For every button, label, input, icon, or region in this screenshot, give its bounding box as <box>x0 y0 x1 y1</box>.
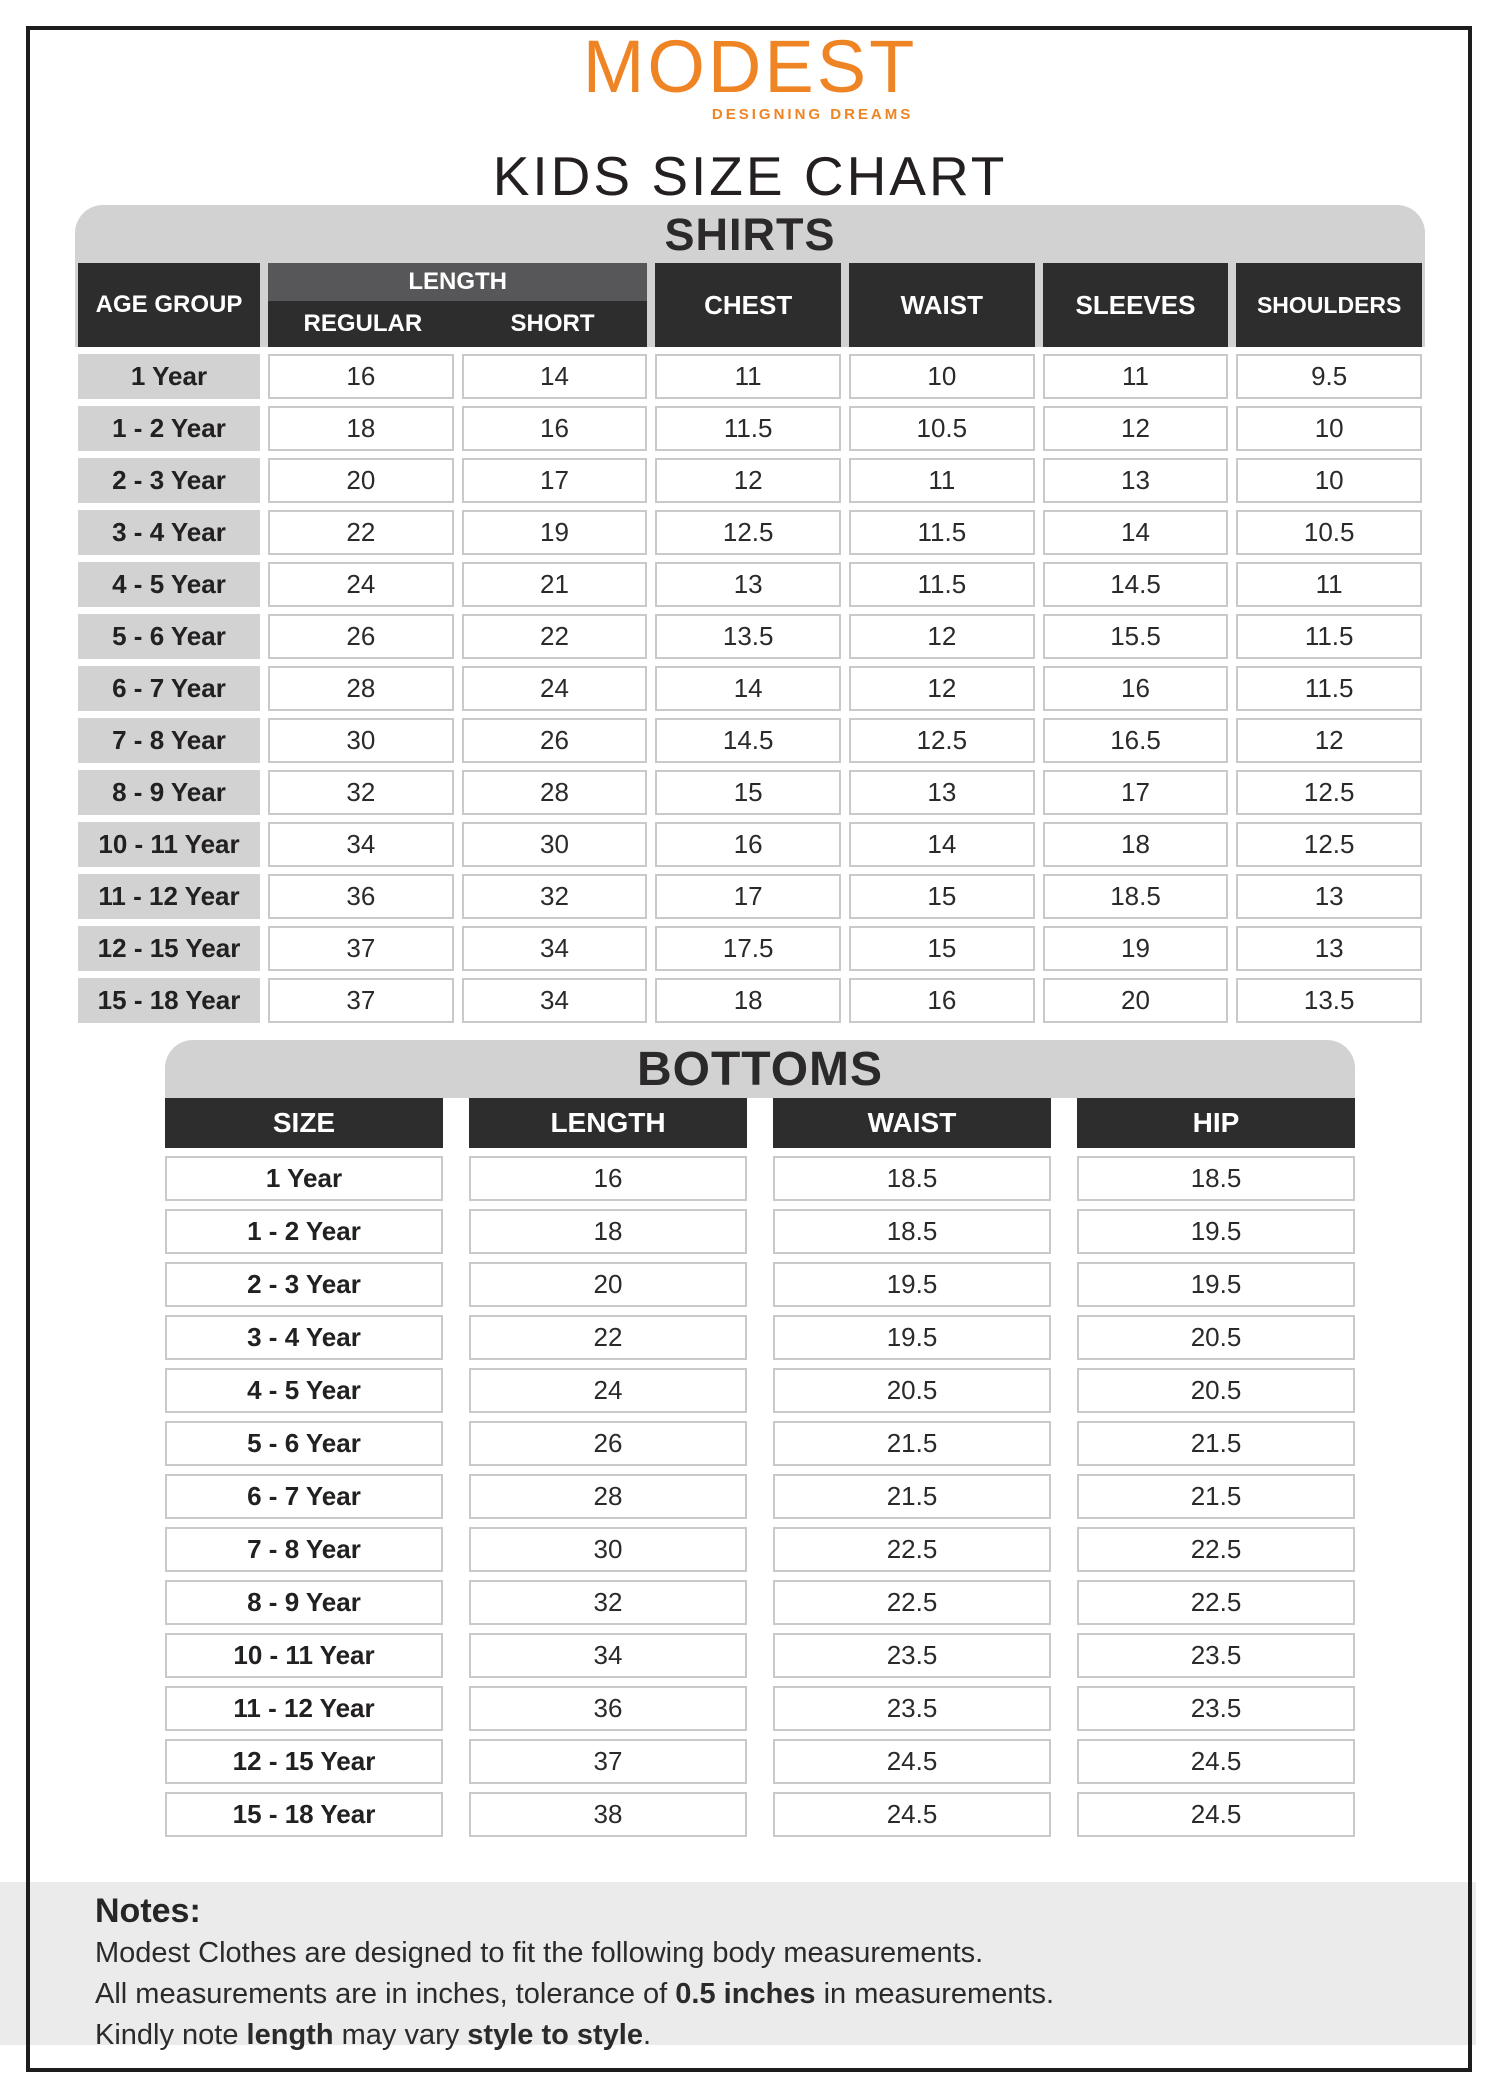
shirts-age-cell: 10 - 11 Year <box>78 822 260 867</box>
shirts-value-cell: 18 <box>655 978 841 1023</box>
shirts-value-cell: 34 <box>462 926 648 971</box>
bottoms-value-cell: 18 <box>469 1209 747 1254</box>
shirts-value-cell: 14.5 <box>1043 562 1229 607</box>
notes-title: Notes: <box>95 1892 201 1930</box>
bottoms-size-cell: 5 - 6 Year <box>165 1421 443 1466</box>
bottoms-size-cell: 8 - 9 Year <box>165 1580 443 1625</box>
bottoms-value-cell: 24.5 <box>773 1792 1051 1837</box>
shirts-value-cell: 12 <box>849 666 1035 711</box>
shirts-value-cell: 17.5 <box>655 926 841 971</box>
shirts-value-cell: 10 <box>849 354 1035 399</box>
shirts-value-cell: 14.5 <box>655 718 841 763</box>
shirts-header-sleeves: SLEEVES <box>1043 263 1229 347</box>
shirts-value-cell: 11 <box>655 354 841 399</box>
bottoms-value-cell: 34 <box>469 1633 747 1678</box>
shirts-value-cell: 32 <box>268 770 454 815</box>
bottoms-value-cell: 19.5 <box>1077 1209 1355 1254</box>
bottoms-value-cell: 24.5 <box>1077 1792 1355 1837</box>
shirts-value-cell: 12 <box>1236 718 1422 763</box>
shirts-value-cell: 16 <box>462 406 648 451</box>
shirts-value-cell: 28 <box>268 666 454 711</box>
shirts-value-cell: 17 <box>655 874 841 919</box>
note-text: . <box>642 2019 652 2051</box>
bottoms-size-cell: 2 - 3 Year <box>165 1262 443 1307</box>
brand-logo <box>0 25 1500 124</box>
shirts-value-cell: 37 <box>268 926 454 971</box>
shirts-value-cell: 9.5 <box>1236 354 1422 399</box>
shirts-value-cell: 24 <box>462 666 648 711</box>
shirts-value-cell: 32 <box>462 874 648 919</box>
bottoms-size-cell: 10 - 11 Year <box>165 1633 443 1678</box>
note-text: style to style <box>467 2019 643 2051</box>
shirts-value-cell: 11.5 <box>1236 666 1422 711</box>
note-text: All measurements are in inches, tolerance of <box>95 1978 676 2010</box>
shirts-value-cell: 11.5 <box>849 510 1035 555</box>
shirts-value-cell: 13 <box>655 562 841 607</box>
shirts-value-cell: 13.5 <box>655 614 841 659</box>
shirts-value-cell: 34 <box>462 978 648 1023</box>
shirts-header-short: SHORT <box>510 310 595 337</box>
note-line <box>95 1933 1476 1974</box>
note-line <box>95 2015 1476 2056</box>
shirts-value-cell: 34 <box>268 822 454 867</box>
note-line <box>95 1974 1476 2015</box>
bottoms-section <box>165 1040 1355 1837</box>
bottoms-value-cell: 26 <box>469 1421 747 1466</box>
shirts-value-cell: 15 <box>849 926 1035 971</box>
bottoms-value-cell: 28 <box>469 1474 747 1519</box>
notes-panel <box>0 1882 1476 2051</box>
shirts-value-cell: 13 <box>1236 874 1422 919</box>
bottoms-value-cell: 24 <box>469 1368 747 1413</box>
bottoms-size-cell: 4 - 5 Year <box>165 1368 443 1413</box>
bottoms-value-cell: 37 <box>469 1739 747 1784</box>
shirts-value-cell: 13 <box>1043 458 1229 503</box>
bottoms-value-cell: 20.5 <box>1077 1368 1355 1413</box>
note-text: 0.5 inches <box>675 1978 816 2010</box>
shirts-value-cell: 21 <box>462 562 648 607</box>
shirts-value-cell: 22 <box>462 614 648 659</box>
bottoms-value-cell: 21.5 <box>773 1421 1051 1466</box>
bottoms-value-cell: 22.5 <box>1077 1580 1355 1625</box>
shirts-value-cell: 10 <box>1236 458 1422 503</box>
shirts-value-cell: 13.5 <box>1236 978 1422 1023</box>
shirts-value-cell: 26 <box>268 614 454 659</box>
shirts-header-chest: CHEST <box>655 263 841 347</box>
bottoms-size-cell: 11 - 12 Year <box>165 1686 443 1731</box>
bottoms-value-cell: 18.5 <box>773 1156 1051 1201</box>
shirts-age-cell: 6 - 7 Year <box>78 666 260 711</box>
shirts-value-cell: 24 <box>268 562 454 607</box>
shirts-value-cell: 12 <box>655 458 841 503</box>
bottoms-value-cell: 22.5 <box>773 1580 1051 1625</box>
shirts-value-cell: 11 <box>1236 562 1422 607</box>
bottoms-size-cell: 12 - 15 Year <box>165 1739 443 1784</box>
shirts-value-cell: 20 <box>268 458 454 503</box>
note-text: Kindly note <box>95 2019 247 2051</box>
shirts-header-age-group: AGE GROUP <box>78 263 260 347</box>
bottoms-value-cell: 22.5 <box>773 1527 1051 1572</box>
shirts-value-cell: 14 <box>655 666 841 711</box>
note-text: length <box>246 2019 334 2051</box>
shirts-value-cell: 11 <box>1043 354 1229 399</box>
bottoms-value-cell: 19.5 <box>773 1315 1051 1360</box>
bottoms-value-cell: 20.5 <box>1077 1315 1355 1360</box>
bottoms-header-hip: HIP <box>1077 1098 1355 1148</box>
bottoms-value-cell: 16 <box>469 1156 747 1201</box>
shirts-header-length: LENGTH <box>268 263 647 301</box>
bottoms-value-cell: 38 <box>469 1792 747 1837</box>
shirts-value-cell: 14 <box>1043 510 1229 555</box>
bottoms-value-cell: 19.5 <box>773 1262 1051 1307</box>
shirts-header-regular: REGULAR <box>303 310 423 337</box>
shirts-value-cell: 11.5 <box>1236 614 1422 659</box>
shirts-header-length-group <box>268 263 647 347</box>
shirts-value-cell: 22 <box>268 510 454 555</box>
bottoms-value-cell: 23.5 <box>773 1686 1051 1731</box>
bottoms-value-cell: 24.5 <box>773 1739 1051 1784</box>
shirts-value-cell: 12.5 <box>655 510 841 555</box>
shirts-title: SHIRTS <box>664 209 836 260</box>
shirts-table <box>75 263 1425 1023</box>
brand-wordmark: MODEST <box>582 25 918 108</box>
note-text: Modest Clothes are designed to fit the following body measurements. <box>95 1937 984 1969</box>
shirts-value-cell: 19 <box>1043 926 1229 971</box>
shirts-value-cell: 16 <box>655 822 841 867</box>
shirts-age-cell: 11 - 12 Year <box>78 874 260 919</box>
shirts-value-cell: 10 <box>1236 406 1422 451</box>
shirts-value-cell: 11.5 <box>655 406 841 451</box>
shirts-age-cell: 15 - 18 Year <box>78 978 260 1023</box>
bottoms-value-cell: 22 <box>469 1315 747 1360</box>
shirts-value-cell: 10.5 <box>849 406 1035 451</box>
bottoms-value-cell: 24.5 <box>1077 1739 1355 1784</box>
bottoms-table <box>165 1098 1355 1837</box>
shirts-value-cell: 18 <box>1043 822 1229 867</box>
bottoms-header-size: SIZE <box>165 1098 443 1148</box>
shirts-value-cell: 12 <box>1043 406 1229 451</box>
shirts-value-cell: 17 <box>462 458 648 503</box>
shirts-value-cell: 37 <box>268 978 454 1023</box>
bottoms-title: BOTTOMS <box>636 1043 884 1096</box>
shirts-age-cell: 1 Year <box>78 354 260 399</box>
bottoms-value-cell: 18.5 <box>1077 1156 1355 1201</box>
shirts-value-cell: 11.5 <box>849 562 1035 607</box>
shirts-value-cell: 13 <box>849 770 1035 815</box>
brand-tagline: DESIGNING DREAMS <box>711 106 914 123</box>
shirts-value-cell: 10.5 <box>1236 510 1422 555</box>
bottoms-size-cell: 15 - 18 Year <box>165 1792 443 1837</box>
shirts-value-cell: 36 <box>268 874 454 919</box>
bottoms-value-cell: 30 <box>469 1527 747 1572</box>
bottoms-header-length: LENGTH <box>469 1098 747 1148</box>
shirts-age-cell: 4 - 5 Year <box>78 562 260 607</box>
shirts-value-cell: 12.5 <box>1236 822 1422 867</box>
bottoms-value-cell: 19.5 <box>1077 1262 1355 1307</box>
shirts-age-cell: 1 - 2 Year <box>78 406 260 451</box>
bottoms-value-cell: 23.5 <box>1077 1633 1355 1678</box>
shirts-value-cell: 12.5 <box>1236 770 1422 815</box>
page-title: KIDS SIZE CHART <box>492 145 1008 207</box>
bottoms-size-cell: 6 - 7 Year <box>165 1474 443 1519</box>
shirts-value-cell: 15 <box>655 770 841 815</box>
bottoms-value-cell: 20.5 <box>773 1368 1051 1413</box>
shirts-value-cell: 20 <box>1043 978 1229 1023</box>
shirts-value-cell: 15 <box>849 874 1035 919</box>
shirts-value-cell: 18 <box>268 406 454 451</box>
bottoms-value-cell: 20 <box>469 1262 747 1307</box>
shirts-value-cell: 30 <box>462 822 648 867</box>
shirts-value-cell: 28 <box>462 770 648 815</box>
shirts-section <box>75 205 1425 1023</box>
note-text: may vary <box>333 2019 468 2051</box>
shirts-value-cell: 14 <box>849 822 1035 867</box>
bottoms-size-cell: 1 - 2 Year <box>165 1209 443 1254</box>
shirts-value-cell: 16.5 <box>1043 718 1229 763</box>
bottoms-value-cell: 23.5 <box>1077 1686 1355 1731</box>
bottoms-header-waist: WAIST <box>773 1098 1051 1148</box>
shirts-age-cell: 7 - 8 Year <box>78 718 260 763</box>
shirts-value-cell: 26 <box>462 718 648 763</box>
bottoms-value-cell: 22.5 <box>1077 1527 1355 1572</box>
bottoms-size-cell: 3 - 4 Year <box>165 1315 443 1360</box>
bottoms-value-cell: 21.5 <box>1077 1421 1355 1466</box>
shirts-value-cell: 13 <box>1236 926 1422 971</box>
shirts-value-cell: 16 <box>849 978 1035 1023</box>
bottoms-size-cell: 1 Year <box>165 1156 443 1201</box>
bottoms-value-cell: 32 <box>469 1580 747 1625</box>
shirts-age-cell: 8 - 9 Year <box>78 770 260 815</box>
shirts-value-cell: 12 <box>849 614 1035 659</box>
note-text: in measurements. <box>815 1978 1055 2010</box>
shirts-age-cell: 5 - 6 Year <box>78 614 260 659</box>
shirts-age-cell: 2 - 3 Year <box>78 458 260 503</box>
shirts-value-cell: 14 <box>462 354 648 399</box>
shirts-value-cell: 12.5 <box>849 718 1035 763</box>
shirts-header-length-sub <box>268 301 647 347</box>
bottoms-value-cell: 36 <box>469 1686 747 1731</box>
bottoms-value-cell: 21.5 <box>1077 1474 1355 1519</box>
shirts-value-cell: 19 <box>462 510 648 555</box>
shirts-value-cell: 15.5 <box>1043 614 1229 659</box>
shirts-header-shoulders: SHOULDERS <box>1236 263 1422 347</box>
shirts-age-cell: 12 - 15 Year <box>78 926 260 971</box>
shirts-age-cell: 3 - 4 Year <box>78 510 260 555</box>
shirts-value-cell: 17 <box>1043 770 1229 815</box>
bottoms-value-cell: 23.5 <box>773 1633 1051 1678</box>
bottoms-value-cell: 21.5 <box>773 1474 1051 1519</box>
shirts-value-cell: 11 <box>849 458 1035 503</box>
notes-body <box>95 1933 1476 2056</box>
shirts-value-cell: 30 <box>268 718 454 763</box>
bottoms-value-cell: 18.5 <box>773 1209 1051 1254</box>
shirts-value-cell: 16 <box>1043 666 1229 711</box>
bottoms-size-cell: 7 - 8 Year <box>165 1527 443 1572</box>
shirts-value-cell: 18.5 <box>1043 874 1229 919</box>
shirts-header-waist: WAIST <box>849 263 1035 347</box>
shirts-value-cell: 16 <box>268 354 454 399</box>
